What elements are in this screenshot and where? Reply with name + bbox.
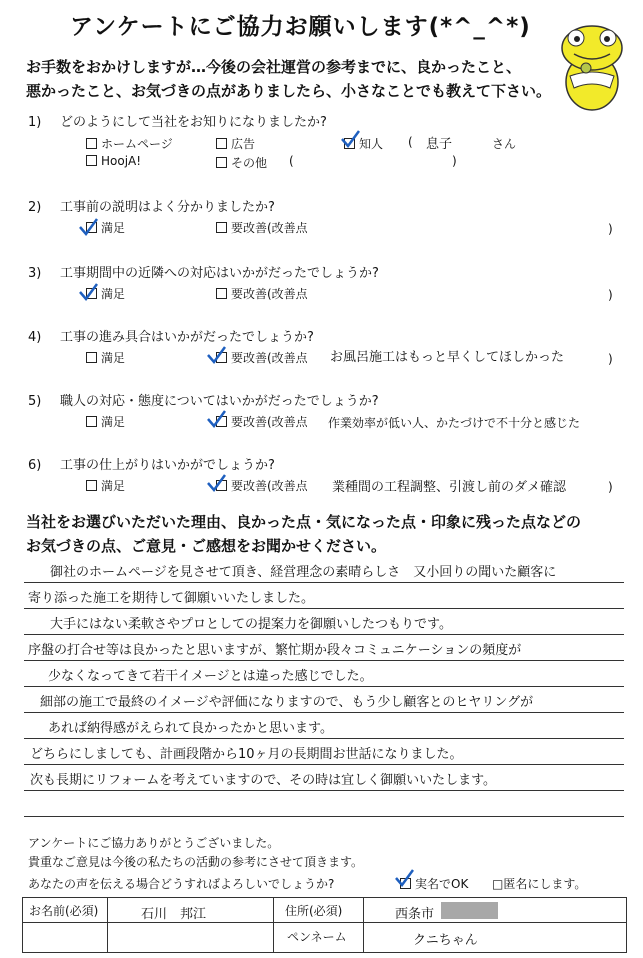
option-needs-improvement[interactable] <box>216 477 308 494</box>
handwritten-answer-6: 業種間の工程調整、引渡し前のダメ確認 <box>332 480 567 495</box>
publish-question: あなたの声を伝える場合どうすればよろしいでしょうか? <box>28 877 335 891</box>
paren-open: ( <box>289 154 294 168</box>
comment-text: 細部の施工で最終のイメージや評価になりますので、もう少し顧客とのヒヤリングが <box>40 695 534 710</box>
comment-text: 次も長期にリフォームを考えていますので、その時は宜しく御願いいたします。 <box>30 773 497 788</box>
option-needs-improvement[interactable] <box>216 349 308 366</box>
question-text: 工事前の説明はよく分かりましたか? <box>60 200 275 215</box>
option-label: 要改善(改善点 <box>231 479 308 493</box>
option-label: 要改善(改善点 <box>231 351 308 365</box>
intro-line-1: お手数をおかけしますが…今後の会社運営の参考までに、良かったこと、 <box>26 58 522 76</box>
option-label: 満足 <box>101 351 126 365</box>
penname-value: クニちゃん <box>413 933 478 948</box>
option-other[interactable] <box>216 154 267 171</box>
question-number: 6) <box>28 458 42 473</box>
option-label: 実名でOK <box>415 877 469 891</box>
comment-line <box>24 582 624 609</box>
question-number: 2) <box>28 200 42 215</box>
checkbox-icon <box>216 138 227 149</box>
checkmark-icon <box>206 410 226 428</box>
option-ad[interactable] <box>216 135 255 152</box>
question-3 <box>28 262 379 281</box>
option-label: 要改善(改善点 <box>231 287 308 301</box>
feedback-heading-2: お気づきの点、ご意見・ご感想をお聞かせください。 <box>26 537 387 555</box>
question-1 <box>28 111 327 130</box>
question-6 <box>28 454 275 473</box>
option-label: 知人 <box>359 137 384 151</box>
checkmark-icon <box>394 869 414 887</box>
comment-line <box>24 556 624 583</box>
handwritten-answer-4: お風呂施工はもっと早くしてほしかった <box>330 350 565 365</box>
question-text: 職人の対応・態度についてはいかがだったでしょうか? <box>60 394 379 409</box>
comment-text: 少なくなってきて若干イメージとは違った感じでした。 <box>48 669 373 684</box>
checkmark-icon <box>78 218 98 236</box>
name-label: お名前(必須) <box>29 904 99 918</box>
option-homepage[interactable] <box>86 135 173 152</box>
checkbox-icon <box>86 480 97 491</box>
option-label: その他 <box>231 156 268 170</box>
option-label: HoojA! <box>101 154 142 168</box>
checkmark-icon <box>340 130 360 148</box>
note-text: 貴重なご意見は今後の私たちの活動の参考にさせて頂きます。 <box>28 855 364 869</box>
question-2 <box>28 196 275 215</box>
comment-text: あれば納得感がえられて良かったかと思います。 <box>48 721 333 736</box>
question-text: 工事期間中の近隣への対応はいかがだったでしょうか? <box>60 266 379 281</box>
question-text: 工事の進み具合はいかがだったでしょうか? <box>60 330 314 345</box>
question-number: 1) <box>28 115 42 130</box>
option-label: 満足 <box>101 287 126 301</box>
checkbox-icon <box>216 157 227 168</box>
checkmark-icon <box>206 346 226 364</box>
table-divider <box>23 922 626 923</box>
checkmark-icon <box>78 283 98 301</box>
table-divider <box>273 898 274 952</box>
respondent-table <box>22 897 627 953</box>
question-text: どのようにして当社をお知りになりましたか? <box>60 115 327 130</box>
suffix-san: さん <box>492 137 517 151</box>
paren-close: ) <box>608 480 613 494</box>
option-label: 要改善(改善点 <box>231 415 308 429</box>
handwritten-answer-1: 息子 <box>426 137 453 152</box>
comment-line <box>24 738 624 765</box>
comment-text: 御社のホームページを見させて頂き、経営理念の素晴らしさ 又小回りの聞いた顧客に <box>50 565 557 580</box>
option-label: 満足 <box>101 221 126 235</box>
comment-line <box>24 712 624 739</box>
handwritten-answer-5: 作業効率が低い人、かたづけで不十分と感じた <box>328 416 581 430</box>
address-value: 西条市 <box>395 907 435 922</box>
comment-text: 大手にはない柔軟さやプロとしての提案力を御願いしたつもりです。 <box>50 617 452 632</box>
address-label: 住所(必須) <box>285 904 343 918</box>
table-divider <box>107 898 108 952</box>
name-value: 石川 邦江 <box>141 907 207 922</box>
option-needs-improvement[interactable] <box>216 219 308 236</box>
option-anonymous[interactable]: □匿名にします。 <box>492 877 587 891</box>
thanks-text: アンケートにご協力ありがとうございました。 <box>28 836 280 850</box>
comment-line <box>24 764 624 791</box>
question-4 <box>28 326 314 345</box>
checkbox-icon <box>86 352 97 363</box>
comment-text: 序盤の打合せ等は良かったと思いますが、繁忙期か段々コミュニケーションの頻度が <box>28 643 522 658</box>
paren-open: ( <box>408 135 413 149</box>
paren-close: ) <box>608 222 613 236</box>
checkmark-icon <box>206 474 226 492</box>
option-needs-improvement[interactable] <box>216 285 308 302</box>
penname-label: ペンネーム <box>287 930 347 944</box>
table-divider <box>363 898 364 952</box>
intro-line-2: 悪かったこと、お気づきの点がありましたら、小さなことでも教えて下さい。 <box>26 82 552 100</box>
option-satisfied[interactable] <box>86 477 125 494</box>
checkbox-icon <box>86 138 97 149</box>
option-satisfied[interactable] <box>86 349 125 366</box>
comment-line <box>24 608 624 635</box>
question-number: 3) <box>28 266 42 281</box>
question-number: 4) <box>28 330 42 345</box>
checkbox-icon <box>216 222 227 233</box>
option-hooja[interactable] <box>86 154 141 168</box>
checkbox-icon <box>86 155 97 166</box>
question-5 <box>28 390 379 409</box>
option-label: ホームページ <box>101 137 173 151</box>
option-needs-improvement[interactable] <box>216 413 308 430</box>
comment-line <box>24 790 624 817</box>
comment-line <box>24 634 624 661</box>
feedback-heading-1: 当社をお選びいただいた理由、良かった点・気になった点・印象に残った点などの <box>26 513 582 531</box>
comment-line <box>24 686 624 713</box>
paren-close: ) <box>608 352 613 366</box>
redacted-block <box>441 902 498 919</box>
checkbox-icon <box>216 288 227 299</box>
question-number: 5) <box>28 394 42 409</box>
comment-text: 寄り添った施工を期待して御願いいたしました。 <box>28 591 315 606</box>
option-label: 要改善(改善点 <box>231 221 308 235</box>
comment-line <box>24 660 624 687</box>
paren-close: ) <box>608 288 613 302</box>
question-text: 工事の仕上がりはいかがでしょうか? <box>60 458 275 473</box>
paren-close: ) <box>452 154 457 168</box>
option-satisfied[interactable] <box>86 413 125 430</box>
option-label: 広告 <box>231 137 256 151</box>
survey-title: アンケートにご協力お願いします(*^_^*) <box>70 14 531 40</box>
option-label: 満足 <box>101 415 126 429</box>
comment-text: どちらにしましても、計画段階から10ヶ月の長期間お世話になりました。 <box>30 747 463 762</box>
option-label: 満足 <box>101 479 126 493</box>
checkbox-icon <box>86 416 97 427</box>
